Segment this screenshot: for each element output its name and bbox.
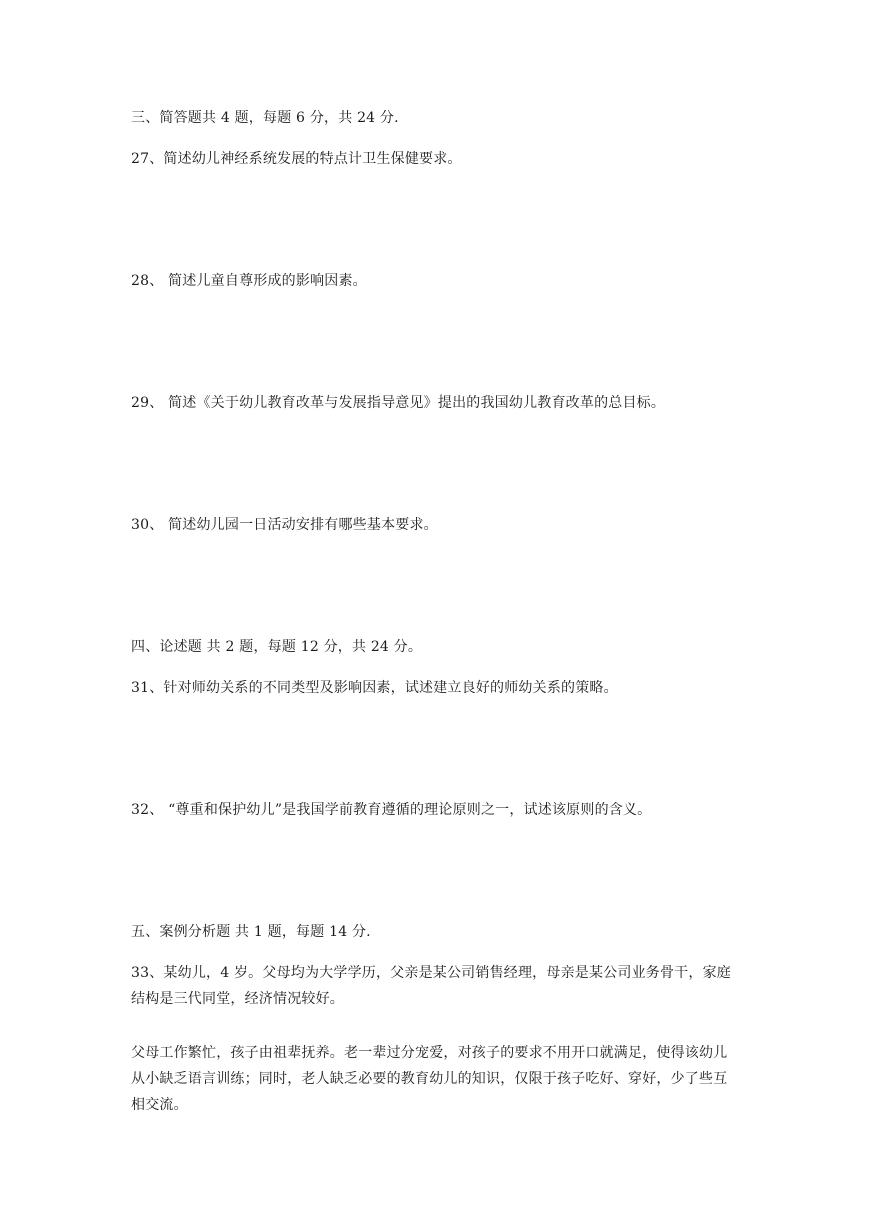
question-33-paragraph-2: 父母工作繁忙，孩子由祖辈抚养。老一辈过分宠爱，对孩子的要求不用开口就满足，使得该幼儿从小缺乏语言训练；同时，老人缺乏必要的教育幼儿的知识，仅限于孩子吃好、穿好，少了些互相交流。 [131, 1045, 728, 1113]
question-29: 29、 简述《关于幼儿教育改革与发展指导意见》提出的我国幼儿教育改革的总目标。 [131, 395, 666, 411]
question-32: 32、 “尊重和保护幼儿”是我国学前教育遵循的理论原则之一，试述该原则的含义。 [131, 802, 652, 818]
question-31: 31、针对师幼关系的不同类型及影响因素，试述建立良好的师幼关系的策略。 [131, 680, 618, 696]
question-28: 28、 简述儿童自尊形成的影响因素。 [131, 273, 367, 289]
question-27: 27、简述幼儿神经系统发展的特点计卫生保健要求。 [131, 151, 462, 167]
question-30: 30、 简述幼儿园一日活动安排有哪些基本要求。 [131, 517, 438, 533]
section-3-header: 三、简答题共 4 题，每题 6 分，共 24 分. [131, 110, 399, 126]
section-5-header: 五、案例分析题 共 1 题，每题 14 分. [131, 924, 371, 940]
section-4-header: 四、论述题 共 2 题，每题 12 分，共 24 分。 [131, 639, 423, 655]
question-33-paragraph-1: 33、某幼儿，4 岁。父母均为大学学历，父亲是某公司销售经理，母亲是某公司业务骨干，家庭结构是三代同堂，经济情况较好。 [131, 965, 731, 1007]
